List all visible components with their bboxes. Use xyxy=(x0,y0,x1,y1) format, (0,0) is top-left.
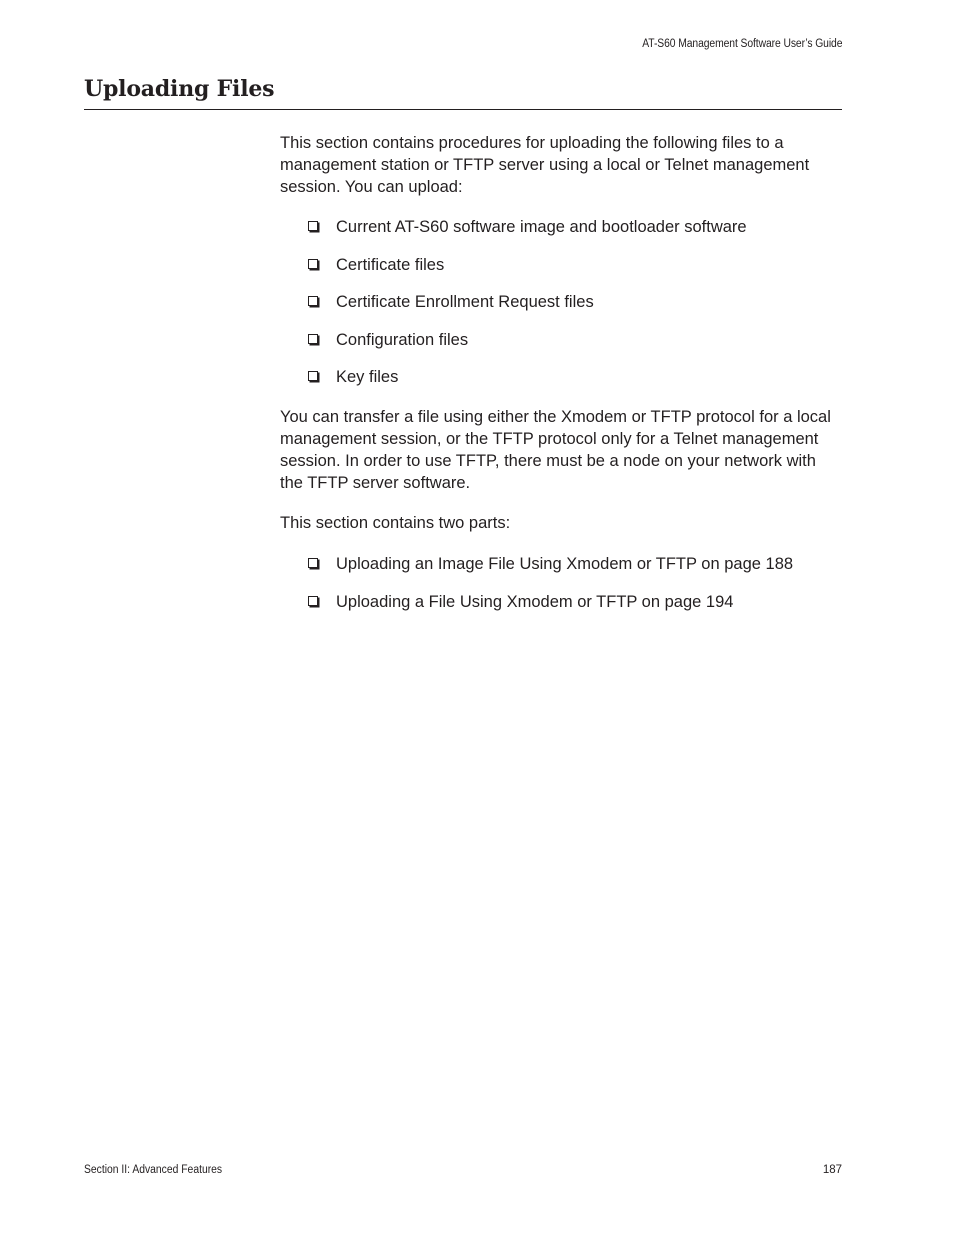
list-item xyxy=(280,291,842,313)
list-item-label: Configuration files xyxy=(336,330,469,349)
list-item xyxy=(280,216,842,238)
cross-reference-link[interactable]: Uploading a File Using Xmodem or TFTP on page 194 xyxy=(336,592,734,611)
checkbox-bullet-icon xyxy=(308,558,318,568)
list-item xyxy=(280,329,842,351)
checkbox-bullet-icon xyxy=(308,371,318,381)
parts-list xyxy=(280,553,842,613)
upload-list xyxy=(280,216,842,388)
transfer-paragraph: You can transfer a file using either the Xmodem or TFTP protocol for a local management session, or the TFTP protocol only for a Telnet management session. In order to use TFTP, there must be a node on your network with the TFTP server software. xyxy=(280,408,831,492)
footer-section-label: Section II: Advanced Features xyxy=(84,1164,223,1176)
page-number: 187 xyxy=(822,1164,842,1176)
checkbox-bullet-icon xyxy=(308,334,318,344)
list-item xyxy=(280,366,842,388)
list-item-label: Certificate files xyxy=(336,255,445,274)
list-item-label: Current AT-S60 software image and bootloader software xyxy=(336,218,747,236)
checkbox-bullet-icon xyxy=(308,296,318,306)
list-item-label: Certificate Enrollment Request files xyxy=(336,293,594,311)
page-title: Uploading Files xyxy=(84,76,275,102)
cross-reference-link[interactable]: Uploading an Image File Using Xmodem or TFTP on page 188 xyxy=(336,555,794,573)
checkbox-bullet-icon xyxy=(308,596,318,606)
main-content xyxy=(280,132,842,631)
parts-intro-paragraph: This section contains two parts: xyxy=(280,514,511,532)
running-header: AT-S60 Management Software User’s Guide xyxy=(641,38,842,50)
list-item xyxy=(280,254,842,276)
list-item xyxy=(280,553,842,575)
list-item-label: Key files xyxy=(336,368,399,386)
checkbox-bullet-icon xyxy=(308,259,318,269)
list-item xyxy=(280,591,842,613)
intro-paragraph: This section contains procedures for uploading the following files to a management station or TFTP server using a local or Telnet management session. You can upload: xyxy=(280,134,810,196)
checkbox-bullet-icon xyxy=(308,221,318,231)
title-rule xyxy=(84,109,842,110)
